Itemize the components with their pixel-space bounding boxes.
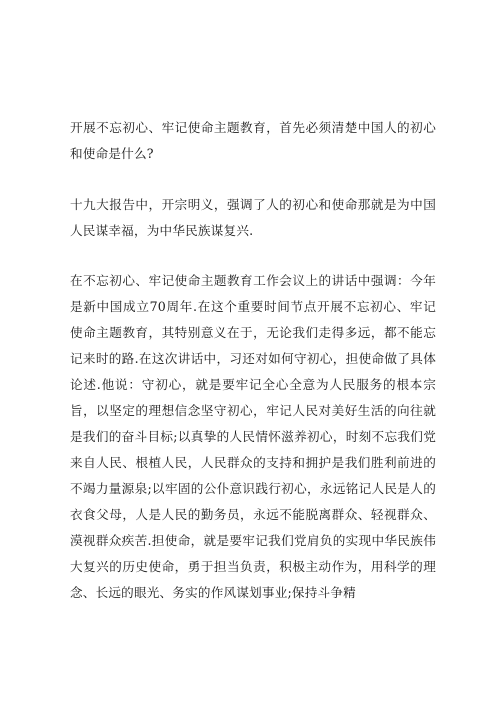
paragraph-question: 开展不忘初心、牢记使命主题教育，首先必须清楚中国人的初心和使命是什么? [70, 120, 436, 161]
paragraph-report: 十九大报告中，开宗明义，强调了人的初心和使命那就是为中国人民谋幸福，为中华民族谋复兴. [70, 197, 436, 238]
paragraph-speech: 在不忘初心、牢记使命主题教育工作会议上的讲话中强调：今年是新中国成立70周年.在这个重要时间节点开展不忘初心、牢记使命主题教育，其特别意义在于，无论我们走得多远，都不能忘记来时的路.在这次讲话中，习还对如何守初心，担使命做了具体论述.他说：守初心，就是要牢记全心全意为人民服务的根本宗旨，以坚定的理想信念坚守初心，牢记人民对美好生活的向往就是我们的奋斗目标;以真挚的人民情怀滋养初心，时刻不忘我们党来自人民、根植人民，人民群众的支持和拥护是我们胜利前进的不竭力量源泉;以牢固的公仆意识践行初心，永远铭记人民是人的衣食父母，人是人民的勤务员，永远不能脱离群众、轻视群众、漠视群众疾苦.担使命，就是要牢记我们党肩负的实现中华民族伟大复兴的历史使命，勇于担当负责，积极主动作为，用科学的理念、长远的眼光、务实的作风谋划事业;保持斗争精 [70, 273, 436, 600]
